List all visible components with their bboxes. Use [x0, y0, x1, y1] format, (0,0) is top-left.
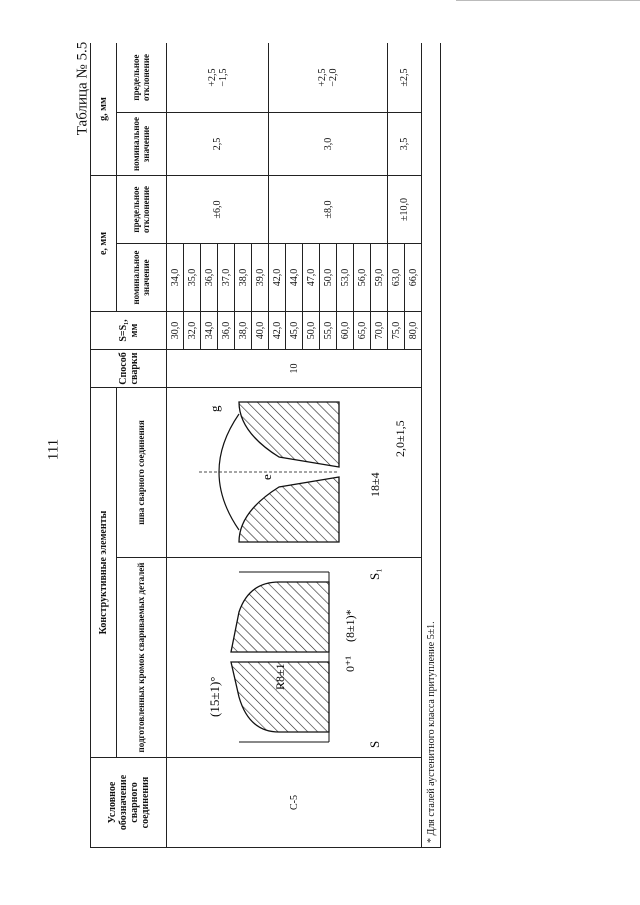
e-nominal-cell: 44,0 [286, 244, 303, 312]
thickness-cell: 34,0 [201, 312, 218, 350]
e-nominal-cell: 66,0 [405, 244, 422, 312]
method-cell: 10 [167, 350, 422, 388]
header-thickness: S=S₁, мм [91, 312, 167, 350]
thickness-cell: 36,0 [218, 312, 235, 350]
reinforcement-label: 2,0±1,5 [393, 420, 407, 458]
thickness-cell: 60,0 [337, 312, 354, 350]
scan-edge-line [456, 0, 640, 5]
e-nominal-cell: 42,0 [269, 244, 286, 312]
e-nominal-cell: 53,0 [337, 244, 354, 312]
gap-label: 0⁺¹ [343, 656, 357, 673]
e-limit-cell: ±6,0 [167, 176, 269, 244]
thickness-cell: 70,0 [371, 312, 388, 350]
rotated-table-container [90, 43, 445, 848]
g-nominal-cell: 3,5 [388, 113, 422, 176]
thickness-cell: 42,0 [269, 312, 286, 350]
header-e-limit: предельное отклонение [117, 176, 167, 244]
g-label: g [207, 406, 222, 413]
e-nominal-cell: 56,0 [354, 244, 371, 312]
angle-label: (15±1)° [207, 677, 222, 718]
header-designation: Условное обозначение сварного соединения [91, 758, 167, 848]
g-nominal-cell: 2,5 [167, 113, 269, 176]
header-weld-seam: шва сварного соединения [117, 388, 167, 558]
e-nominal-cell: 39,0 [252, 244, 269, 312]
table-title: Таблица № 5.5 [74, 41, 91, 136]
thickness-cell: 30,0 [167, 312, 184, 350]
land-label: (8±1)* [343, 609, 357, 643]
header-e: e, мм [91, 176, 117, 312]
footnote: * Для сталей аустенитного класса притупление 5±1. [422, 43, 441, 848]
header-e-nominal: номинальное значение [117, 244, 167, 312]
e-nominal-cell: 35,0 [184, 244, 201, 312]
g-limit-cell: +2,5 −2,0 [269, 43, 388, 113]
designation-cell: С-5 [167, 758, 422, 848]
header-g-limit: предельное отклонение [117, 43, 167, 113]
s1-label: S₁ [367, 568, 382, 581]
table-row [167, 43, 184, 848]
thickness-cell: 75,0 [388, 312, 405, 350]
root-label: 18±4 [368, 472, 382, 498]
e-label: e [259, 474, 274, 481]
thickness-cell: 32,0 [184, 312, 201, 350]
e-nominal-cell: 63,0 [388, 244, 405, 312]
s-label: S [367, 741, 382, 749]
edge-drawing-cell [167, 558, 422, 758]
weld-seam-drawing [179, 393, 409, 553]
g-nominal-cell: 3,0 [269, 113, 388, 176]
header-g-nominal: номинальное значение [117, 113, 167, 176]
e-nominal-cell: 50,0 [320, 244, 337, 312]
edge-preparation-drawing [179, 563, 409, 753]
thickness-cell: 38,0 [235, 312, 252, 350]
thickness-cell: 55,0 [320, 312, 337, 350]
e-nominal-cell: 37,0 [218, 244, 235, 312]
weld-joint-table [90, 43, 441, 848]
header-constructive: Конструктивные элементы [91, 388, 117, 758]
thickness-cell: 80,0 [405, 312, 422, 350]
thickness-cell: 50,0 [303, 312, 320, 350]
thickness-cell: 40,0 [252, 312, 269, 350]
header-g: g, мм [91, 43, 117, 176]
thickness-cell: 45,0 [286, 312, 303, 350]
seam-drawing-cell [167, 388, 422, 558]
e-nominal-cell: 34,0 [167, 244, 184, 312]
header-prepared-edges: подготовленных кромок свариваемых деталей [117, 558, 167, 758]
e-limit-cell: ±8,0 [269, 176, 388, 244]
e-limit-cell: ±10,0 [388, 176, 422, 244]
e-nominal-cell: 36,0 [201, 244, 218, 312]
e-nominal-cell: 38,0 [235, 244, 252, 312]
e-nominal-cell: 47,0 [303, 244, 320, 312]
g-limit-cell: +2,5 −1,5 [167, 43, 269, 113]
header-method: Способ сварки [91, 350, 167, 388]
radius-label: R8±1 [273, 663, 287, 691]
g-limit-cell: ±2,5 [388, 43, 422, 113]
page-number: 111 [45, 438, 62, 461]
e-nominal-cell: 59,0 [371, 244, 388, 312]
thickness-cell: 65,0 [354, 312, 371, 350]
